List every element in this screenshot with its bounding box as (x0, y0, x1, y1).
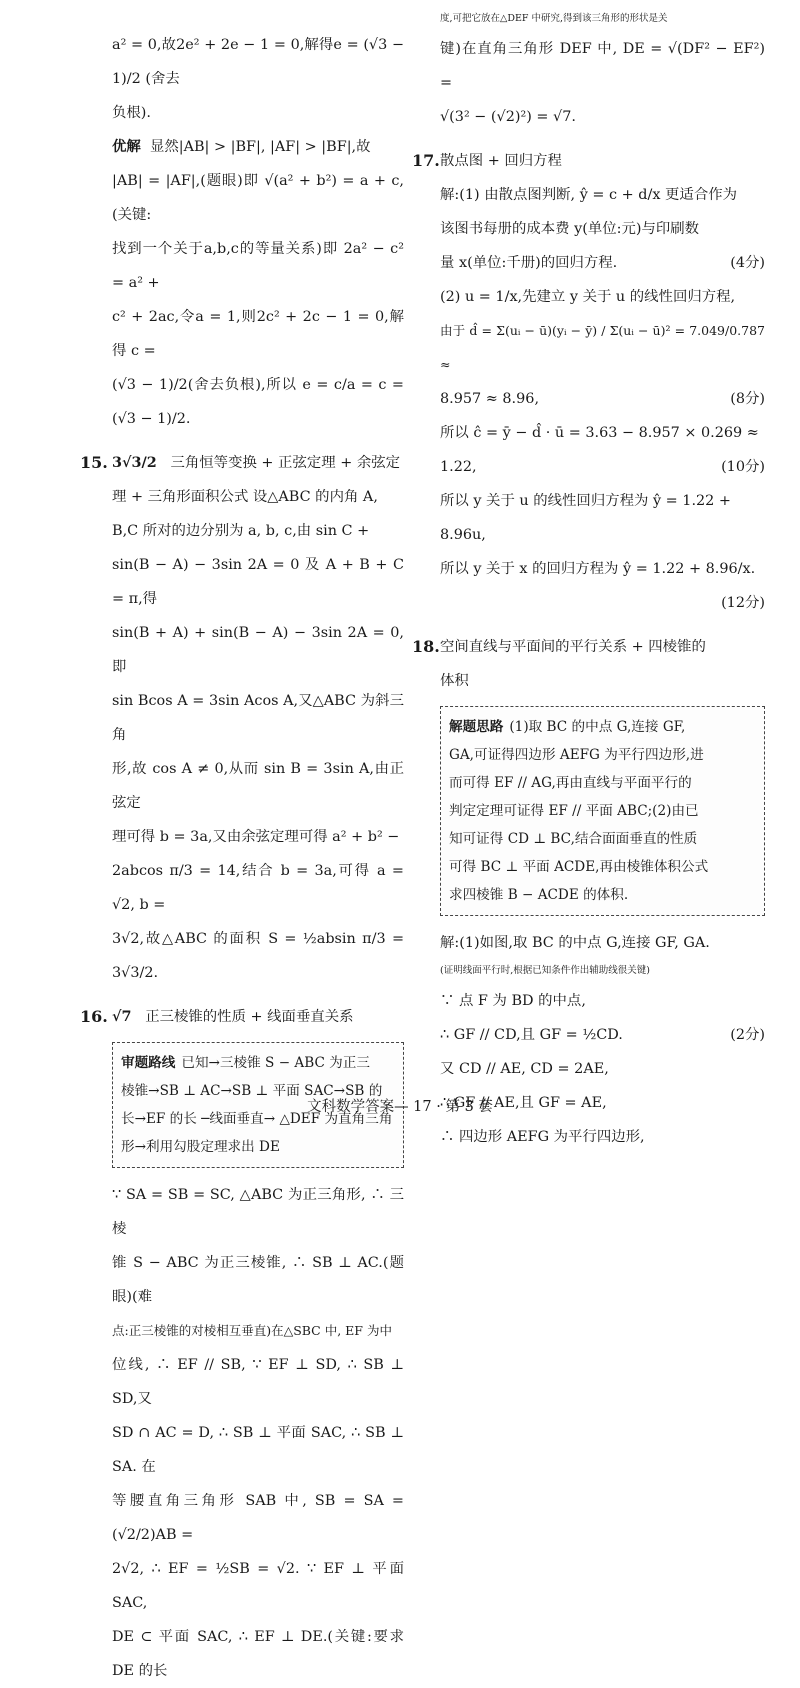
q17-line-8-text: 1.22, (440, 459, 477, 475)
better-solution-line-3: 找到一个关于a,b,c的等量关系)即 2a² − c² = a² + (112, 241, 404, 291)
q16-line-3: 点:正三棱锥的对棱相互垂直)在△SBC 中, EF 为中 (112, 1323, 392, 1338)
page-footer: 文科数学答案— 17 · 第 3 套 (307, 1099, 493, 1115)
q16-line-6: 等腰直角三角形 SAB 中, SB = SA = (√2/2)AB = (112, 1493, 404, 1543)
q16-line-2: 锥 S − ABC 为正三棱锥, ∴ SB ⊥ AC.(题眼)(难 (112, 1255, 404, 1305)
q18-idea-box (440, 706, 765, 916)
q16-line-7: 2√2, ∴ EF = ½SB = √2. ∵ EF ⊥ 平面 SAC, (112, 1561, 404, 1611)
q15-line-9: 3√2,故△ABC 的面积 S = ½absin π/3 = 3√3/2. (112, 931, 404, 981)
right-column (412, 8, 765, 1154)
q18-sol-line-5: ∴ GF // AE,且 GF = AE, (440, 1095, 607, 1111)
q16-number: 16. (80, 1007, 108, 1026)
q17-title: 散点图 + 回归方程 (440, 153, 562, 169)
q15-line-6: 形,故 cos A ≠ 0,从而 sin B = 3sin A,由正弦定 (112, 761, 404, 811)
q17-line-4: (2) u = 1/x,先建立 y 关于 u 的线性回归方程, (440, 289, 736, 305)
q15-line-4: sin(B + A) + sin(B − A) − 3sin 2A = 0,即 (112, 625, 404, 675)
q16-line-5: SD ∩ AC = D, ∴ SB ⊥ 平面 SAC, ∴ SB ⊥ SA. 在 (112, 1425, 404, 1475)
q16-heading (80, 1000, 404, 1034)
q18-box-line-5: 知可证得 CD ⊥ BC,结合面面垂直的性质 (449, 831, 698, 847)
q18-number: 18. (412, 637, 440, 656)
q18-title: 空间直线与平面间的平行关系 + 四棱锥的 (440, 639, 706, 655)
q18-sol-line: 解:(1)如图,取 BC 的中点 G,连接 GF, GA. (440, 935, 710, 951)
q15-heading (80, 446, 404, 480)
right-top-line-1: 键)在直角三角形 DEF 中, DE = √(DF² − EF²) = (440, 41, 765, 91)
better-solution-line-5: (√3 − 1)/2(舍去负根),所以 e = c/a = c = (√3 − 1)/2. (112, 377, 404, 427)
q16-line-4: 位线, ∴ EF // SB, ∵ EF ⊥ SD, ∴ SB ⊥ SD,又 (112, 1357, 404, 1407)
q17-number: 17. (412, 151, 440, 170)
q16-box-text-1: 已知→三棱锥 S − ABC 为正三 (181, 1055, 370, 1071)
q17-line-12 (440, 586, 765, 620)
q16-line-8: DE ⊂ 平面 SAC, ∴ EF ⊥ DE.(关键:要求 DE 的长 (112, 1629, 404, 1679)
q16-title: 正三棱锥的性质 + 线面垂直关系 (145, 1009, 354, 1025)
q17-score-3: (10分) (721, 459, 765, 475)
q17-line-5: 由于 d̂ = Σ(uᵢ − ū)(yᵢ − ȳ) / Σ(uᵢ − ū)² = 7.049/0.787 ≈ (440, 323, 765, 372)
q16-box-line-4: 形→利用勾股定理求出 DE (121, 1139, 280, 1155)
q18-box-line-7: 求四棱锥 B − ACDE 的体积. (449, 887, 629, 903)
better-solution-line-4: c² + 2ac,令a = 1,则2c² + 2c − 1 = 0,解得 c = (112, 309, 404, 359)
better-solution-line-1 (112, 130, 404, 164)
q16-box-line-3: 长→EF 的长 ─线面垂直→ △DEF 为直角三角 (121, 1111, 393, 1127)
q18-sol-line-2: ∵ 点 F 为 BD 的中点, (440, 993, 586, 1009)
q18-box-line-2: GA,可证得四边形 AEFG 为平行四边形,进 (449, 747, 704, 763)
q17-line-2: 该图书每册的成本费 y(单位:元)与印刷数 (440, 221, 700, 237)
q17-line-10: 8.96u, (440, 527, 486, 543)
q15-answer: 3√3/2 (112, 454, 157, 471)
left-column (80, 28, 404, 1688)
better-solution-label: 优解 (112, 138, 141, 155)
q18-box-title: 解题思路 (449, 719, 504, 735)
q17-line-3-text: 量 x(单位:千册)的回归方程. (440, 255, 618, 271)
q17-line-6 (440, 382, 765, 416)
better-solution-line-2: |AB| = |AF|,(题眼)即 √(a² + b²) = a + c,(关键: (112, 173, 404, 223)
q18-score-1: (2分) (730, 1027, 765, 1043)
q16-line-1: ∵ SA = SB = SC, △ABC 为正三角形, ∴ 三棱 (112, 1187, 404, 1237)
q16-box-title: 审题路线 (121, 1055, 176, 1071)
intro-line-1: a² = 0,故2e² + 2e − 1 = 0,解得e = (√3 − 1)/2 (舍去 (112, 37, 404, 87)
q18-sol-line-4: 又 CD // AE, CD = 2AE, (440, 1061, 609, 1077)
q18-title-2: 体积 (440, 673, 469, 689)
q17-line-9: 所以 y 关于 u 的线性回归方程为 ŷ = 1.22 + (440, 493, 731, 509)
q15-line-8: 2abcos π/3 = 14,结合 b = 3a,可得 a = √2, b = (112, 863, 404, 913)
q18-heading (412, 630, 765, 698)
q18-box-line-3: 而可得 EF // AG,再由直线与平面平行的 (449, 775, 692, 791)
q16-answer: √7 (112, 1008, 132, 1025)
right-top-line-2: √(3² − (√2)²) = √7. (440, 109, 576, 125)
q17-line-1: 解:(1) 由散点图判断, ŷ = c + d/x 更适合作为 (440, 187, 737, 203)
q17-line-3 (440, 246, 765, 280)
q17-line-11: 所以 y 关于 x 的回归方程为 ŷ = 1.22 + 8.96/x. (440, 561, 756, 577)
q15-line-1: 理 + 三角形面积公式 设△ABC 的内角 A, (112, 489, 378, 505)
q17-score-4: (12分) (721, 595, 765, 611)
q16-box-line-2: 棱锥→SB ⊥ AC→SB ⊥ 平面 SAC→SB 的 (121, 1083, 383, 1099)
q18-box-line-4: 判定定理可证得 EF // 平面 ABC;(2)由已 (449, 803, 699, 819)
q15-title: 三角恒等变换 + 正弦定理 + 余弦定 (170, 455, 400, 471)
q17-line-8 (440, 450, 765, 484)
q17-score-2: (8分) (730, 391, 765, 407)
q18-sol-line-3-text: ∴ GF // CD,且 GF = ½CD. (440, 1027, 623, 1043)
q15-line-5: sin Bcos A = 3sin Acos A,又△ABC 为斜三角 (112, 693, 404, 743)
q15-number: 15. (80, 453, 108, 472)
q17-score-1: (4分) (730, 255, 765, 271)
q18-box-text-1: (1)取 BC 的中点 G,连接 GF, (509, 719, 686, 735)
q15-line-2: B,C 所对的边分别为 a, b, c,由 sin C + (112, 523, 370, 539)
intro-line-2: 负根). (112, 105, 151, 121)
q18-sol-line-6: ∴ 四边形 AEFG 为平行四边形, (440, 1129, 645, 1145)
q17-line-7: 所以 ĉ = ȳ − d̂ · ū = 3.63 − 8.957 × 0.269 ≈ (440, 425, 759, 441)
q18-box-line-1 (449, 713, 756, 741)
better-solution-text-1: 显然|AB| > |BF|, |AF| > |BF|,故 (149, 139, 371, 155)
right-top-small: 度,可把它放在△DEF 中研究,得到该三角形的形状是关 (440, 13, 668, 24)
q17-line-6-text: 8.957 ≈ 8.96, (440, 391, 540, 407)
q18-sol-small: (证明线面平行时,根据已知条件作出辅助线很关键) (440, 965, 650, 976)
q16-box-line-1 (121, 1049, 395, 1077)
q15-line-3: sin(B − A) − 3sin 2A = 0 及 A + B + C = π,得 (112, 557, 404, 607)
q18-sol-line-3 (440, 1018, 765, 1052)
q17-heading (412, 144, 765, 178)
q15-line-7: 理可得 b = 3a,又由余弦定理可得 a² + b² − (112, 829, 400, 845)
q18-box-line-6: 可得 BC ⊥ 平面 ACDE,再由棱锥体积公式 (449, 859, 709, 875)
